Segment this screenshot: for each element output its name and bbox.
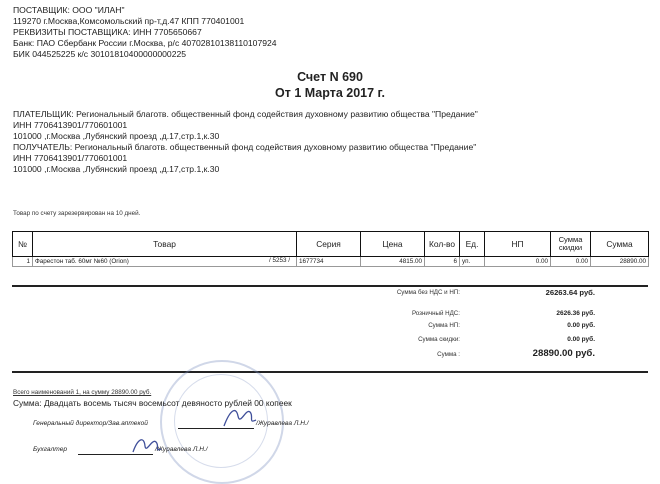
col-header-np: НП [485, 232, 551, 257]
total-no-vat-label: Сумма без НДС и НП: [396, 289, 460, 296]
retail-vat-label: Розничный НДС: [411, 310, 460, 317]
cell-num: 1 [13, 257, 33, 267]
reserve-note: Товар по счету зарезервирован на 10 дней. [13, 210, 141, 217]
np-sum-label: Сумма НП: [428, 322, 460, 329]
grand-total-value: 28890.00 руб. [532, 348, 595, 359]
cell-np: 0.00 [485, 257, 551, 267]
discount-sum-label: Сумма скидки: [418, 336, 460, 343]
cell-series: 1677734 [297, 257, 361, 267]
divider-top [12, 285, 648, 287]
cell-qty: 6 [425, 257, 460, 267]
supplier-inn: РЕКВИЗИТЫ ПОСТАВЩИКА: ИНН 7705650667 [13, 27, 202, 37]
items-table [12, 231, 649, 267]
accountant-name: /Журавлева Л.Н./ [155, 446, 208, 453]
supplier-line: ПОСТАВЩИК: ООО "ИЛАН" [13, 5, 125, 15]
receiver-line: ПОЛУЧАТЕЛЬ: Региональный благотв. общественный фонд содействия духовному развитию общества "Предание" [13, 142, 477, 152]
cell-unit: уп. [460, 257, 485, 267]
amount-in-words: Сумма: Двадцать восемь тысяч восемьсот девяносто рублей 00 копеек [13, 398, 292, 408]
payer-line: ПЛАТЕЛЬЩИК: Региональный благотв. общественный фонд содействия духовному развитию общества "Предание" [13, 109, 478, 119]
receiver-address: 101000 ,г.Москва ,Лубянский проезд ,д.17,стр.1,к.30 [13, 164, 220, 174]
col-header-qty: Кол-во [425, 232, 460, 257]
col-header-discount: Сумма скидки [551, 232, 591, 257]
product-name: Фарестон таб. 60мг №60 (Orion) [35, 258, 129, 265]
col-header-product: Товар [33, 232, 297, 257]
invoice-date: От 1 Марта 2017 г. [275, 86, 385, 100]
supplier-bik: БИК 044525225 к/с 30101810400000000225 [13, 49, 187, 59]
director-label: Генеральный директор/Зав.аптекой [33, 420, 148, 427]
retail-vat-value: 2626.36 руб. [556, 310, 595, 317]
divider-bottom [12, 371, 648, 373]
cell-discount: 0.00 [551, 257, 591, 267]
grand-total-label: Сумма : [437, 351, 460, 358]
np-sum-value: 0.00 руб. [567, 322, 595, 329]
col-header-series: Серия [297, 232, 361, 257]
receiver-inn: ИНН 7706413901/770601001 [13, 153, 128, 163]
col-header-price: Цена [361, 232, 425, 257]
supplier-address: 119270 г.Москва,Комсомольский пр-т,д.47 КПП 770401001 [13, 16, 245, 26]
payer-inn: ИНН 7706413901/770601001 [13, 120, 128, 130]
table-row [13, 257, 649, 267]
col-header-sum: Сумма [591, 232, 649, 257]
director-signature-icon [220, 404, 260, 432]
accountant-label: Бухгалтер [33, 446, 68, 453]
cell-price: 4815.00 [361, 257, 425, 267]
table-header-row [13, 232, 649, 257]
director-name: /Журавлева Л.Н./ [256, 420, 309, 427]
col-header-num: № [13, 232, 33, 257]
cell-product [33, 257, 297, 267]
accountant-signature-icon [130, 432, 164, 458]
invoice-title: Счет N 690 [297, 70, 363, 84]
payer-address: 101000 ,г.Москва ,Лубянский проезд ,д.17,стр.1,к.30 [13, 131, 220, 141]
cell-sum: 28890.00 [591, 257, 649, 267]
discount-sum-value: 0.00 руб. [567, 336, 595, 343]
total-no-vat-value: 26263.64 руб. [545, 288, 595, 297]
items-count-line: Всего наименований 1, на сумму 28890.00 руб. [13, 389, 152, 396]
product-code: / 5253 / [268, 257, 290, 264]
col-header-unit: Ед. [460, 232, 485, 257]
supplier-bank: Банк: ПАО Сбербанк России г.Москва, р/с 40702810138110107924 [13, 38, 277, 48]
